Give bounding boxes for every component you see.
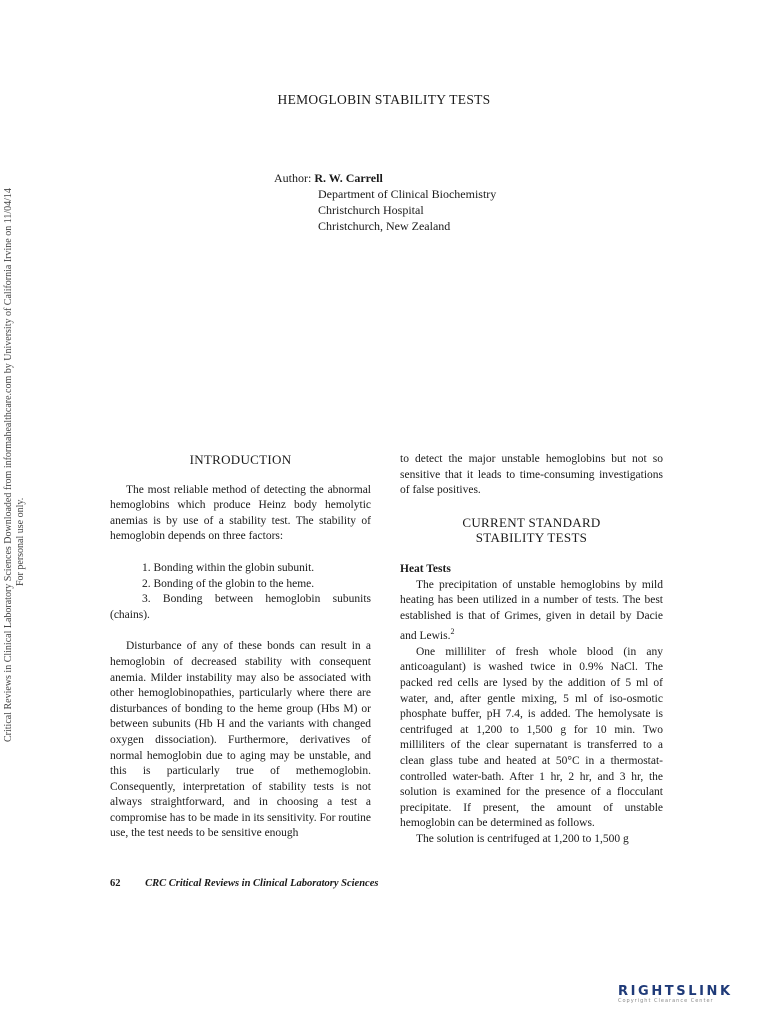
rightslink-tagline: Copyright Clearance Center [618,998,714,1004]
rightslink-logo: RIGHTSLINK [618,984,733,999]
body-paragraph: Disturbance of any of these bonds can result in a hemoglobin of decreased stability with consequent anemia. Milder instability may also be associated with other hemoglobinopathies, particularly where there are disturbances of bonding to the heme group (Hbs M) or between subunits (Hb H and the variants with changed oxygen dissociation). Furthermore, derivatives of normal hemoglobin due to aging may be unstable, and this is particularly true of methemoglobin. Consequently, interpretation of stability tests is not always straightforward, and in choosing a test a compromise has to be made in its sensitivity. For routine use, the test needs to be sensitive enough [110,640,371,840]
affiliation-line: Department of Clinical Biochemistry [318,187,497,201]
page-footer [110,878,378,889]
right-column [400,452,663,847]
factor-item: 1. Bonding within the globin subunit. [142,561,315,574]
affiliation-line: Christchurch, New Zealand [318,219,451,233]
watermark-line-2: For personal use only. [15,497,26,586]
left-column [110,452,371,842]
section-heading-line2: STABILITY TESTS [475,530,588,546]
rightslink-badge[interactable] [618,984,758,1006]
section-heading-line1: CURRENT STANDARD [462,514,601,530]
continuation-paragraph: to detect the major unstable hemoglobins but not so sensitive that it leads to time-consuming investigations of false positives. [400,453,663,497]
introduction-heading: INTRODUCTION [189,452,292,467]
factor-item: 2. Bonding of the globin to the heme. [142,577,315,590]
subsection-heading: Heat Tests [400,562,451,575]
factor-item: 3. Bonding between hemoglobin subunits (chains). [110,593,371,621]
author-block [274,170,496,234]
affiliation-line: Christchurch Hospital [318,203,424,217]
intro-paragraph: The most reliable method of detecting the abnormal hemoglobins which produce Heinz body hemolytic anemias is by use of a stability test. The stability of hemoglobin depends on three factors: [110,483,371,543]
body-paragraph: One milliliter of fresh whole blood (in any anticoagulant) is washed twice in 0.9% NaCl. The packed red cells are lysed by the addition of 5 ml of water, and, after gentle mixing, 5 ml of iso-osmotic phosphate buffer, pH 7.4, is added. The hemolysate is centrifuged at 1,200 to 1,500 g for 10 min. Two milliliters of the clear supernatant is transferred to a clean glass tube and heated at 50°C in a thermostat-controlled water-bath. After 1 hr, 2 hr, and 3 hr, the solution is examined for the presence of a flocculant precipitate. If present, the amount of unstable hemoglobin can be determined as follows. [400,645,663,830]
paragraph-text: The precipitation of unstable hemoglobins by mild heating has been utilized in a number of tests. The best established is that of Grimes, given in detail by Dacie and Lewis. [400,578,663,643]
journal-name: CRC Critical Reviews in Clinical Laboratory Sciences [145,878,379,889]
body-paragraph: The solution is centrifuged at 1,200 to 1,500 g [416,832,629,845]
body-paragraph [400,578,663,645]
author-label: Author: [274,171,312,185]
download-watermark [0,0,40,1024]
article-title: HEMOGLOBIN STABILITY TESTS [277,92,491,107]
reference-superscript: 2 [450,627,455,637]
page-number: 62 [110,878,121,889]
watermark-line-1: Critical Reviews in Clinical Laboratory Sciences Downloaded from informahealthcare.com by University of California Irvine on 11/04/14 [3,188,14,742]
author-name: R. W. Carrell [314,171,383,185]
